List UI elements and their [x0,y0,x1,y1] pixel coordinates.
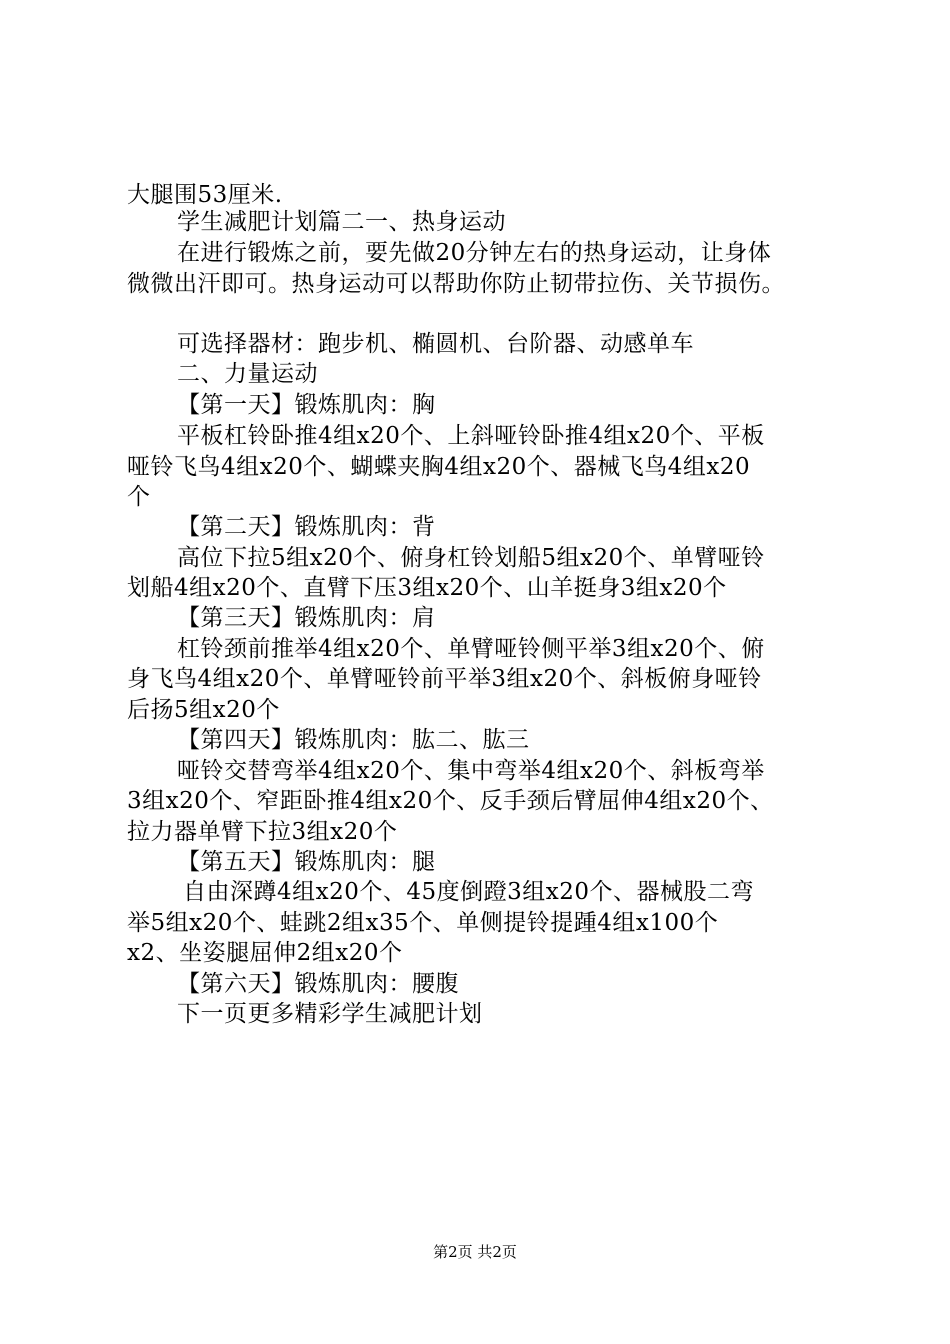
section-heading: 二、力量运动 [177,361,318,387]
text-line: 下一页更多精彩学生减肥计划 [177,1001,483,1027]
text-line: 平板杠铃卧推4组x20个、上斜哑铃卧推4组x20个、平板 [177,423,765,449]
text-line: 举5组x20个、蛙跳2组x35个、单侧提铃提踵4组x100个 [127,910,719,936]
text-line: 个 [127,484,151,510]
day-heading: 【第二天】锻炼肌肉：背 [177,514,436,540]
text-line: 高位下拉5组x20个、俯身杠铃划船5组x20个、单臂哑铃 [177,545,765,571]
page-footer: 第2页 共2页 [433,1243,517,1261]
text-line: 大腿围53厘米. [127,182,283,208]
section-heading: 学生减肥计划篇二一、热身运动 [177,209,506,235]
text-line: 自由深蹲4组x20个、45度倒蹬3组x20个、器械股二弯 [183,879,755,905]
text-line: 微微出汗即可。热身运动可以帮助你防止韧带拉伤、关节损伤。 [127,271,785,297]
text-line: 拉力器单臂下拉3组x20个 [127,819,398,845]
day-heading: 【第五天】锻炼肌肉：腿 [177,849,436,875]
text-line: 可选择器材：跑步机、椭圆机、台阶器、动感单车 [177,331,694,357]
text-line: 划船4组x20个、直臂下压3组x20个、山羊挺身3组x20个 [127,575,727,601]
text-line: 身飞鸟4组x20个、单臂哑铃前平举3组x20个、斜板俯身哑铃 [127,666,762,692]
text-line: 3组x20个、窄距卧推4组x20个、反手颈后臂屈伸4组x20个、 [127,788,774,814]
text-line: 哑铃飞鸟4组x20个、蝴蝶夹胸4组x20个、器械飞鸟4组x20 [127,454,751,480]
day-heading: 【第三天】锻炼肌肉：肩 [177,605,436,631]
day-heading: 【第四天】锻炼肌肉：肱二、肱三 [177,727,530,753]
text-line: 哑铃交替弯举4组x20个、集中弯举4组x20个、斜板弯举 [177,758,765,784]
text-line: 在进行锻炼之前，要先做20分钟左右的热身运动，让身体 [177,240,772,266]
day-heading: 【第六天】锻炼肌肉：腰腹 [177,971,459,997]
text-line: x2、坐姿腿屈伸2组x20个 [127,940,403,966]
day-heading: 【第一天】锻炼肌肉：胸 [177,392,436,418]
text-line: 后扬5组x20个 [127,697,280,723]
text-line: 杠铃颈前推举4组x20个、单臂哑铃侧平举3组x20个、俯 [177,636,765,662]
